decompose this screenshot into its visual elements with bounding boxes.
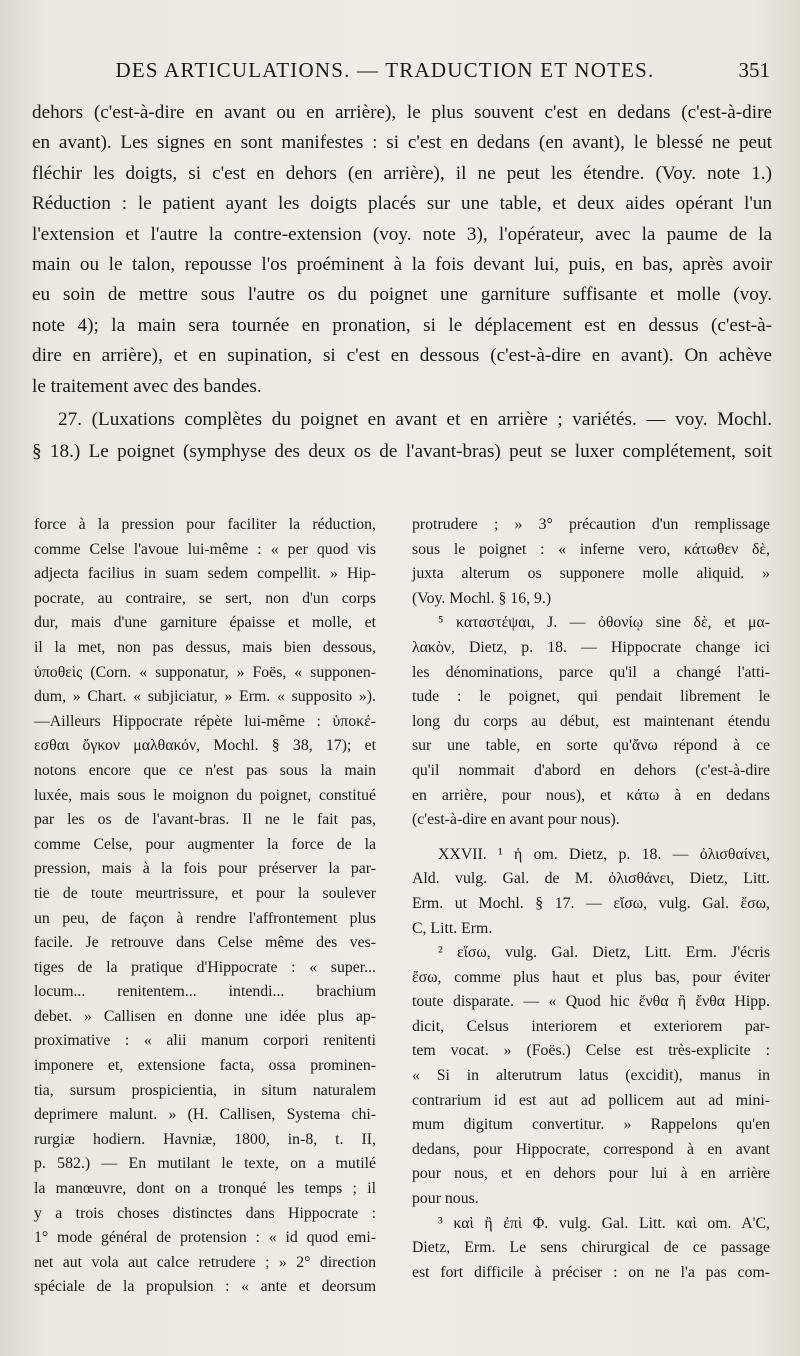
text-line: dire en arrière), et en supination, si c'est en dessous (c'est-à-dire en avant). On achève [32, 345, 772, 367]
text-line: note 4); la main sera tournée en pronation, si le déplacement est en dessus (c'est-à- [32, 314, 772, 336]
note-line: comme Celse, pour augmenter la force de la [34, 835, 376, 853]
note-line: pocrate, au contraire, se sert, non d'un corps [34, 589, 376, 607]
note-line: pression, mais à la fois pour préserver la par- [34, 860, 376, 878]
note-line: mum digitum convertitur. » Rappelons qu'en [412, 1116, 770, 1134]
note-line: (Voy. Mochl. § 16, 9.) [412, 589, 552, 607]
note-line: juxta alterum os supponere molle aliquid. » [412, 565, 770, 583]
translation-paragraph [32, 98, 772, 402]
note-line: tie de toute meurtrissure, et pour la soulever [34, 884, 376, 902]
text-line: Réduction : le patient ayant les doigts placés sur une table, et deux aides opérant l'un [32, 193, 772, 215]
note-line: proximative : « alii manum corpori renitenti [34, 1032, 376, 1050]
text-line: 27. (Luxations complètes du poignet en avant et en arrière ; variétés. — voy. Mochl. [58, 409, 772, 430]
note-line: en arrière, pour nous), et κάτω à en dedans [412, 786, 770, 804]
footnote-2-line: ² εἴσω, vulg. Gal. Dietz, Litt. Erm. J'écris [438, 944, 770, 962]
note-line: dum, » Chart. « subjiciatur, » Erm. « supposito »). [34, 688, 376, 706]
running-title: DES ARTICULATIONS. — TRADUCTION ET NOTES. [115, 58, 655, 82]
note-line: Ald. vulg. Gal. de M. ὀλισθάνει, Dietz, Litt. [412, 870, 770, 888]
footnote-3-line: ³ καὶ ἢ ἐπὶ Φ. vulg. Gal. Litt. καὶ om. A'C, [438, 1214, 770, 1232]
note-line: locum... renitentem... intendi... brachium [34, 983, 376, 1001]
note-line: sous le poignet : « inferne vero, κάτωθεν δὲ, [412, 540, 770, 558]
note-line: tia, sursum prospicientia, in situm naturalem [34, 1081, 376, 1099]
note-line: tiges de la pratique d'Hippocrate : « super... [34, 958, 376, 976]
note-line: ἔσω, comme plus haut et plus bas, pour éviter [412, 968, 770, 986]
note-line: dedans, pour Hippocrate, correspond à en avant [412, 1140, 770, 1158]
note-line: les dénominations, parce qu'il a changé l'atti- [412, 663, 770, 681]
note-line: force à la pression pour faciliter la réduction, [34, 516, 376, 533]
page-header [0, 58, 800, 92]
note-line: facile. Je retrouve dans Celse même des ves- [34, 934, 376, 952]
note-line: p. 582.) — En mutilant le texte, on a mutilé [34, 1155, 376, 1173]
text-line: fléchir les doigts, si c'est en dehors (en arrière), il ne peut les étendre. (Voy. note 1.) [32, 162, 772, 184]
note-line: pour nous. [412, 1190, 479, 1208]
note-line: luxée, mais sous le moignon du poignet, constitué [34, 786, 376, 804]
note-line: sur une table, en sorte qu'ἄνω répond à ce [412, 737, 770, 755]
text-line: en avant). Les signes en sont manifestes : si c'est en dedans (en avant), le blessé ne peut [32, 132, 772, 154]
note-line: ὑποθεὶς (Corn. « supponatur, » Foës, « supponen- [34, 663, 376, 681]
note-line: 1° mode général de protension : « id quod emi- [34, 1229, 376, 1247]
note-line: dur, mais d'une garniture épaisse et molle, et [34, 614, 376, 632]
note-line: debet. » Callisen en donne une idée plus ap- [34, 1007, 376, 1025]
note-line: pour nous, et en dehors pour lui à en arrière [412, 1165, 770, 1183]
note-line: imponere et, extensione facta, ossa prominen- [34, 1057, 376, 1075]
text-line: main ou le talon, repousse l'os proéminent à la fois devant lui, puis, en bas, après avoir [32, 254, 772, 276]
note-line: λακὸν, Dietz, p. 18. — Hippocrate change ici [412, 638, 770, 656]
note-line: rurgiæ hodiern. Havniæ, 1800, in-8, t. II, [34, 1130, 376, 1148]
note-line: adjecta facilius in suam sedem compellit. » Hip- [34, 565, 376, 583]
note-line: spéciale de la propulsion : « ante et deorsum [34, 1278, 376, 1296]
note-line: protrudere ; » 3° précaution d'un remplissage [412, 516, 770, 533]
note-line: « Si in alterutrum latus (excidit), manus in [412, 1067, 770, 1085]
note-line: —Ailleurs Hippocrate répète lui-même : ὑποκέ- [34, 712, 376, 730]
section-27-paragraph [32, 404, 772, 468]
notes-left-column [34, 513, 376, 1300]
text-line: le traitement avec des bandes. [32, 375, 262, 397]
page-number: 351 [738, 58, 770, 82]
note-line: il la met, non pas dessus, mais bien dessous, [34, 638, 376, 656]
text-line: § 18.) Le poignet (symphyse des deux os de l'avant-bras) peut se luxer complétement, soit [32, 441, 772, 462]
notes-right-column [412, 513, 770, 1285]
note-line: C, Litt. Erm. [412, 919, 493, 937]
note-line: qu'il nommait d'abord en dehors (c'est-à-dire [412, 761, 770, 779]
text-line: dehors (c'est-à-dire en avant ou en arrière), le plus souvent c'est en dedans (c'est-à-dire [32, 102, 772, 123]
note-line: y a trois choses distinctes dans Hippocrate : [34, 1204, 376, 1222]
note-line: la manœuvre, dont on a tronqué les temps ; il [34, 1180, 376, 1198]
text-line: l'extension et l'autre la contre-extension (voy. note 3), l'opérateur, avec la paume de la [32, 223, 772, 245]
note-line: Dietz, Erm. Le sens chirurgical de ce passage [412, 1239, 770, 1257]
note-line: comme Celse l'avoue lui-même : « per quod vis [34, 540, 376, 558]
note-line: long du corps au début, est maintenant étendu [412, 712, 770, 730]
spacer [412, 833, 770, 843]
note-line: un peu, de façon à rendre l'affrontement plus [34, 909, 376, 927]
note-line: Erm. ut Mochl. § 17. — εἴσω, vulg. Gal. ἔσω, [412, 894, 770, 912]
note-line: est fort difficile à préciser : on ne l'a pas com- [412, 1263, 770, 1281]
note-line: par les os de l'avant-bras. Il ne le fait pas, [34, 811, 376, 829]
note-line: toute disparate. — « Quod hic ἔνθα ἢ ἔνθα Hipp. [412, 993, 770, 1011]
text-line: eu soin de mettre sous l'autre os du poignet une garniture suffisante et molle (voy. [32, 284, 772, 306]
footnote-5-line: ⁵ καταστέψαι, J. — ὀθονίῳ sine δὲ, et μα- [438, 614, 770, 632]
note-line: tude : le poignet, qui pendait librement le [412, 688, 770, 706]
xxvii-note-line: XXVII. ¹ ἡ om. Dietz, p. 18. — ὀλισθαίνει, [438, 845, 770, 863]
note-line: notons encore que ce n'est pas sous la main [34, 761, 376, 779]
note-line: deprimere malunt. » (H. Callisen, Systema chi- [34, 1106, 376, 1124]
note-line: net aut vola aut calce retrudere ; » 2° direction [34, 1253, 376, 1271]
note-line: dicit, Celsus interiorem et exteriorem par- [412, 1017, 770, 1035]
note-line: (c'est-à-dire en avant pour nous). [412, 811, 620, 829]
note-line: contrarium id est aut ad pollicem aut ad mini- [412, 1091, 770, 1109]
note-line: tem vocat. » (Foës.) Celse est très-explicite : [412, 1042, 770, 1060]
note-line: εσθαι ὄγκον μαλθακόν, Mochl. § 38, 17); et [34, 737, 376, 755]
